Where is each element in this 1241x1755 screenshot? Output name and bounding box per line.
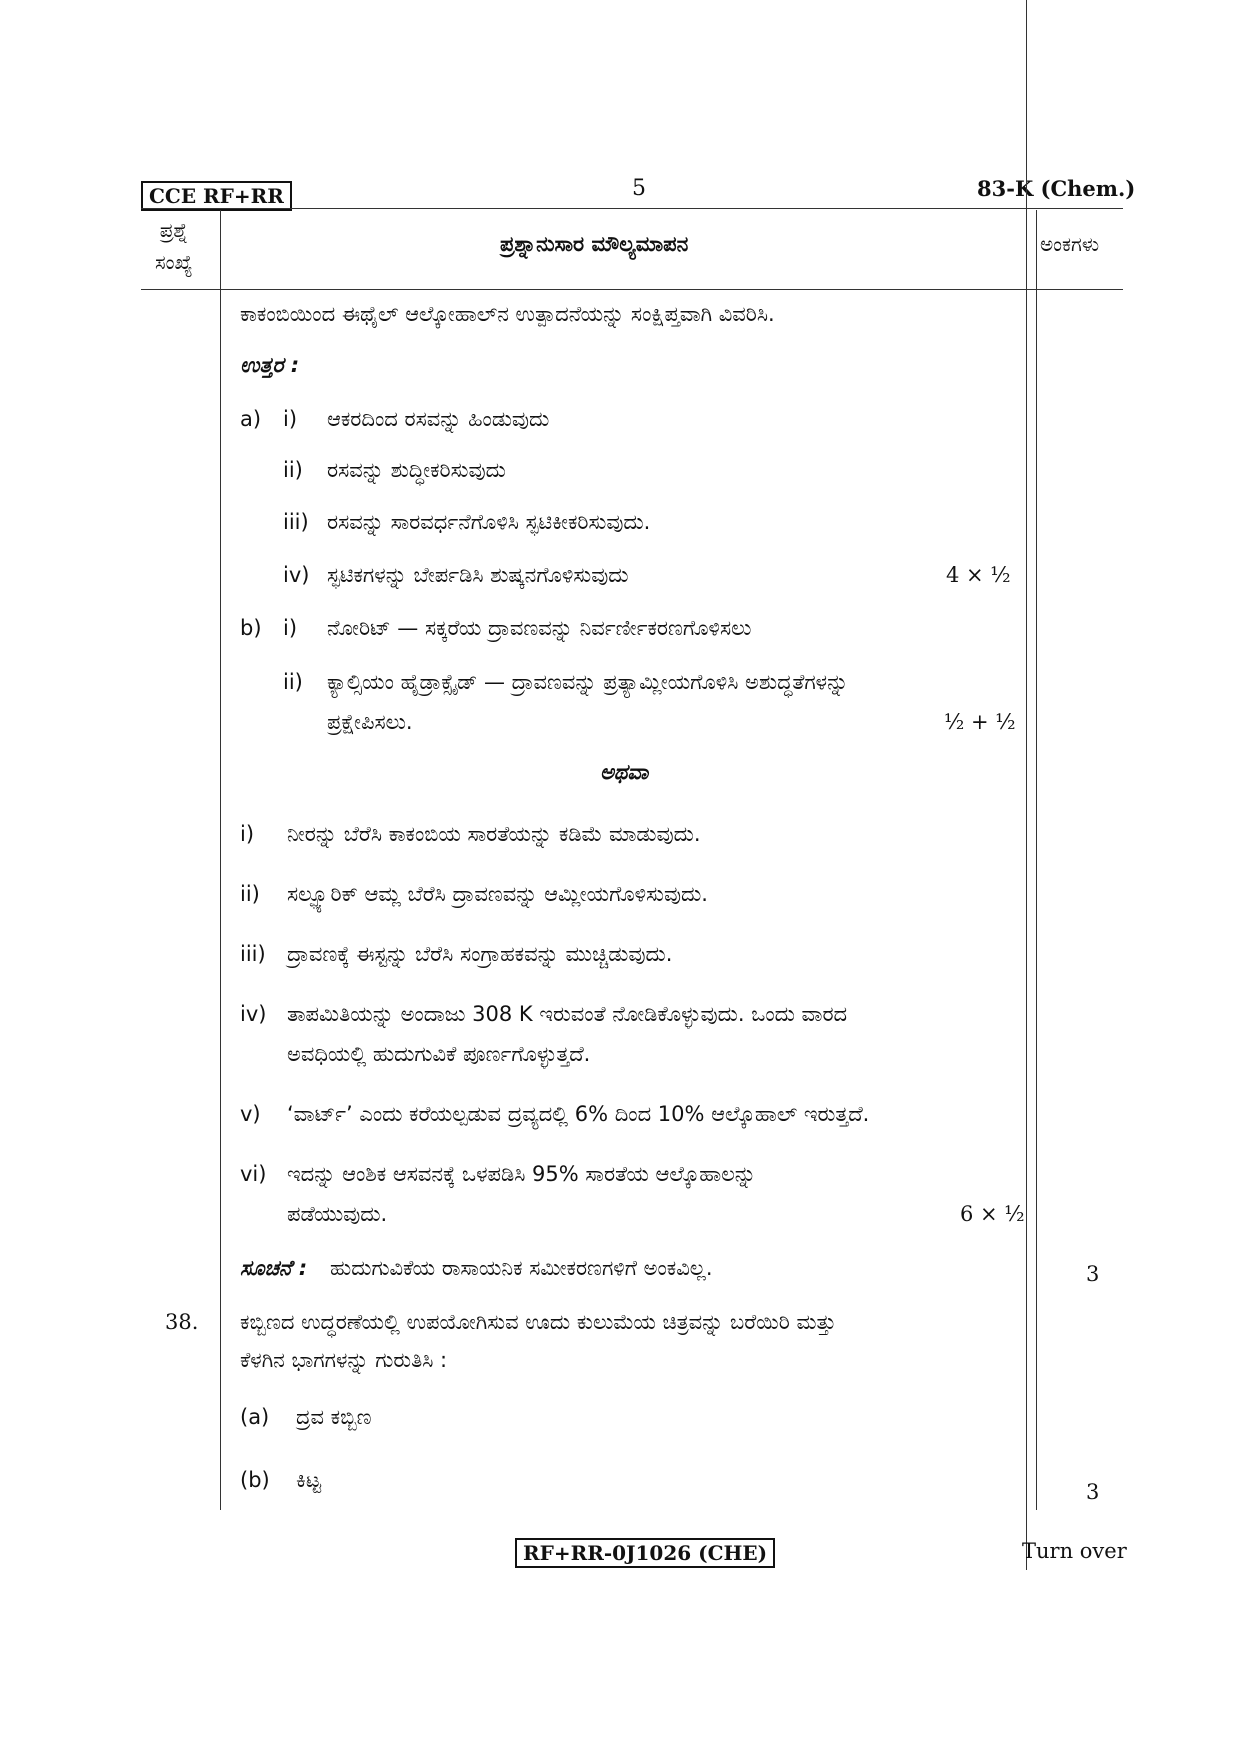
part-a-i-number: i)	[283, 407, 298, 431]
header-left-code: CCE RF+RR	[141, 181, 292, 211]
part-b-label: b)	[240, 616, 262, 640]
alt-marks: 6 × ½	[960, 1202, 1025, 1226]
column-header-evaluation: ಪ್ರಶ್ನಾನುಸಾರ ಮೌಲ್ಯಮಾಪನ	[500, 232, 689, 256]
column-header-q-line2: ಸಂಖ್ಯೆ	[155, 250, 193, 274]
alt-iv-text: ತಾಪಮಿತಿಯನ್ನು ಅಂದಾಜು 308 K ಇರುವಂತೆ ನೋಡಿಕೊಳ್ಳುವುದು. ಒಂದು ವಾರದ	[287, 1002, 848, 1026]
q38-part-a-text: ದ್ರವ ಕಬ್ಬಿಣ	[296, 1405, 372, 1429]
part-b-i-text: ನೋರಿಟ್ — ಸಕ್ಕರೆಯ ದ್ರಾವಣವನ್ನು ನಿರ್ವರ್ಣೀಕರಣಗೊಳಿಸಲು	[327, 616, 752, 640]
alt-iii-text: ದ್ರಾವಣಕ್ಕೆ ಈಸ್ಟನ್ನು ಬೆರೆಸಿ ಸಂಗ್ರಾಹಕವನ್ನು ಮುಚ್ಚಿಡುವುದು.	[287, 942, 673, 966]
column-header-question-number	[155, 214, 193, 278]
q38-total-marks: 3	[1086, 1480, 1100, 1504]
alt-vi-number: vi)	[240, 1162, 267, 1186]
part-a-i-text: ಆಕರದಿಂದ ರಸವನ್ನು ಹಿಂಡುವುದು	[327, 407, 550, 431]
note-text: ಹುದುಗುವಿಕೆಯ ರಾಸಾಯನಿಕ ಸಮೀಕರಣಗಳಿಗೆ ಅಂಕವಿಲ್ಲ.	[330, 1256, 713, 1280]
answer-label: ಉತ್ತರ :	[240, 353, 300, 377]
part-a-ii-text: ರಸವನ್ನು ಶುದ್ಧೀಕರಿಸುವುದು	[327, 458, 506, 482]
part-a-iv-text: ಸ್ಫಟಿಕಗಳನ್ನು ಬೇರ್ಪಡಿಸಿ ಶುಷ್ಕನಗೊಳಿಸುವುದು	[327, 563, 629, 587]
q38-part-b-number: (b)	[240, 1468, 270, 1492]
part-b-ii-text: ಕ್ಯಾಲ್ಸಿಯಂ ಹೈಡ್ರಾಕ್ಸೈಡ್ — ದ್ರಾವಣವನ್ನು ಪ್ರತ್ಯಾಮ್ಲೀಯಗೊಳಿಸಿ ಅಶುದ್ಧತೆಗಳನ್ನು	[327, 670, 849, 694]
alt-vi-text-cont: ಪಡೆಯುವುದು.	[287, 1202, 388, 1226]
or-label: ಅಥವಾ	[600, 760, 649, 784]
q38-line2: ಕೆಳಗಿನ ಭಾಗಗಳನ್ನು ಗುರುತಿಸಿ :	[240, 1348, 448, 1372]
column-header-q-line1: ಪ್ರಶ್ನೆ	[159, 218, 188, 242]
part-a-ii-number: ii)	[283, 458, 303, 482]
header-right-code: 83-K (Chem.)	[977, 176, 1136, 201]
part-b-ii-text-cont: ಪ್ರಕ್ಷೇಪಿಸಲು.	[327, 710, 413, 734]
part-b-ii-number: ii)	[283, 670, 303, 694]
q38-part-a-number: (a)	[240, 1405, 270, 1429]
alt-iv-text-cont: ಅವಧಿಯಲ್ಲಿ ಹುದುಗುವಿಕೆ ಪೂರ್ಣಗೊಳ್ಳುತ್ತದೆ.	[287, 1042, 591, 1066]
footer-code: RF+RR-0J1026 (CHE)	[515, 1538, 775, 1568]
q38-number: 38.	[165, 1310, 199, 1334]
q37-question: ಕಾಕಂಬಿಯಿಂದ ಈಥೈಲ್ ಆಲ್ಕೋಹಾಲ್‌ನ ಉತ್ಪಾದನೆಯನ್ನು ಸಂಕ್ಷಿಪ್ತವಾಗಿ ವಿವರಿಸಿ.	[240, 302, 775, 326]
header-top-rule	[141, 208, 1123, 209]
q37-total-marks: 3	[1086, 1262, 1100, 1286]
turn-over-label: Turn over	[1022, 1539, 1127, 1563]
part-a-marks: 4 × ½	[946, 563, 1011, 587]
alt-vi-text: ಇದನ್ನು ಆಂಶಿಕ ಆಸವನಕ್ಕೆ ಒಳಪಡಿಸಿ 95% ಸಾರತೆಯ ಆಲ್ಕೊಹಾಲನ್ನು	[287, 1162, 756, 1186]
alt-iv-number: iv)	[240, 1002, 267, 1026]
part-b-marks: ½ + ½	[944, 710, 1016, 734]
part-a-iii-text: ರಸವನ್ನು ಸಾರವರ್ಧನೆಗೊಳಿಸಿ ಸ್ಫಟಿಕೀಕರಿಸುವುದು.	[327, 510, 651, 534]
alt-ii-number: ii)	[240, 882, 260, 906]
part-b-i-number: i)	[283, 616, 298, 640]
alt-iii-number: iii)	[240, 942, 266, 966]
q38-part-b-text: ಕಿಟ್ಟ	[296, 1468, 322, 1492]
header-bottom-rule	[141, 289, 1123, 290]
alt-v-text: ‘ವಾರ್ಟ್’ ಎಂದು ಕರೆಯಲ್ಪಡುವ ದ್ರವ್ಯದಲ್ಲಿ 6% ದಿಂದ 10% ಆಲ್ಕೊಹಾಲ್ ಇರುತ್ತದೆ.	[287, 1102, 870, 1126]
margin-line	[1026, 0, 1027, 1570]
column-divider-left	[220, 210, 221, 1510]
alt-v-number: v)	[240, 1102, 261, 1126]
alt-i-number: i)	[240, 822, 255, 846]
part-a-label: a)	[240, 407, 262, 431]
alt-ii-text: ಸಲ್ಫ್ಯೂರಿಕ್ ಆಮ್ಲ ಬೆರೆಸಿ ದ್ರಾವಣವನ್ನು ಆಮ್ಲೀಯಗೊಳಿಸುವುದು.	[287, 882, 708, 906]
column-divider-right	[1036, 210, 1037, 1510]
q38-line1: ಕಬ್ಬಿಣದ ಉದ್ಧರಣೆಯಲ್ಲಿ ಉಪಯೋಗಿಸುವ ಊದು ಕುಲುಮೆಯ ಚಿತ್ರವನ್ನು ಬರೆಯಿರಿ ಮತ್ತು	[240, 1310, 837, 1334]
alt-i-text: ನೀರನ್ನು ಬೆರೆಸಿ ಕಾಕಂಬಿಯ ಸಾರತೆಯನ್ನು ಕಡಿಮೆ ಮಾಡುವುದು.	[287, 822, 701, 846]
part-a-iv-number: iv)	[283, 563, 310, 587]
part-a-iii-number: iii)	[283, 510, 309, 534]
note-label: ಸೂಚನೆ :	[240, 1256, 308, 1280]
column-header-marks: ಅಂಕಗಳು	[1040, 232, 1100, 256]
page-number: 5	[632, 176, 646, 201]
